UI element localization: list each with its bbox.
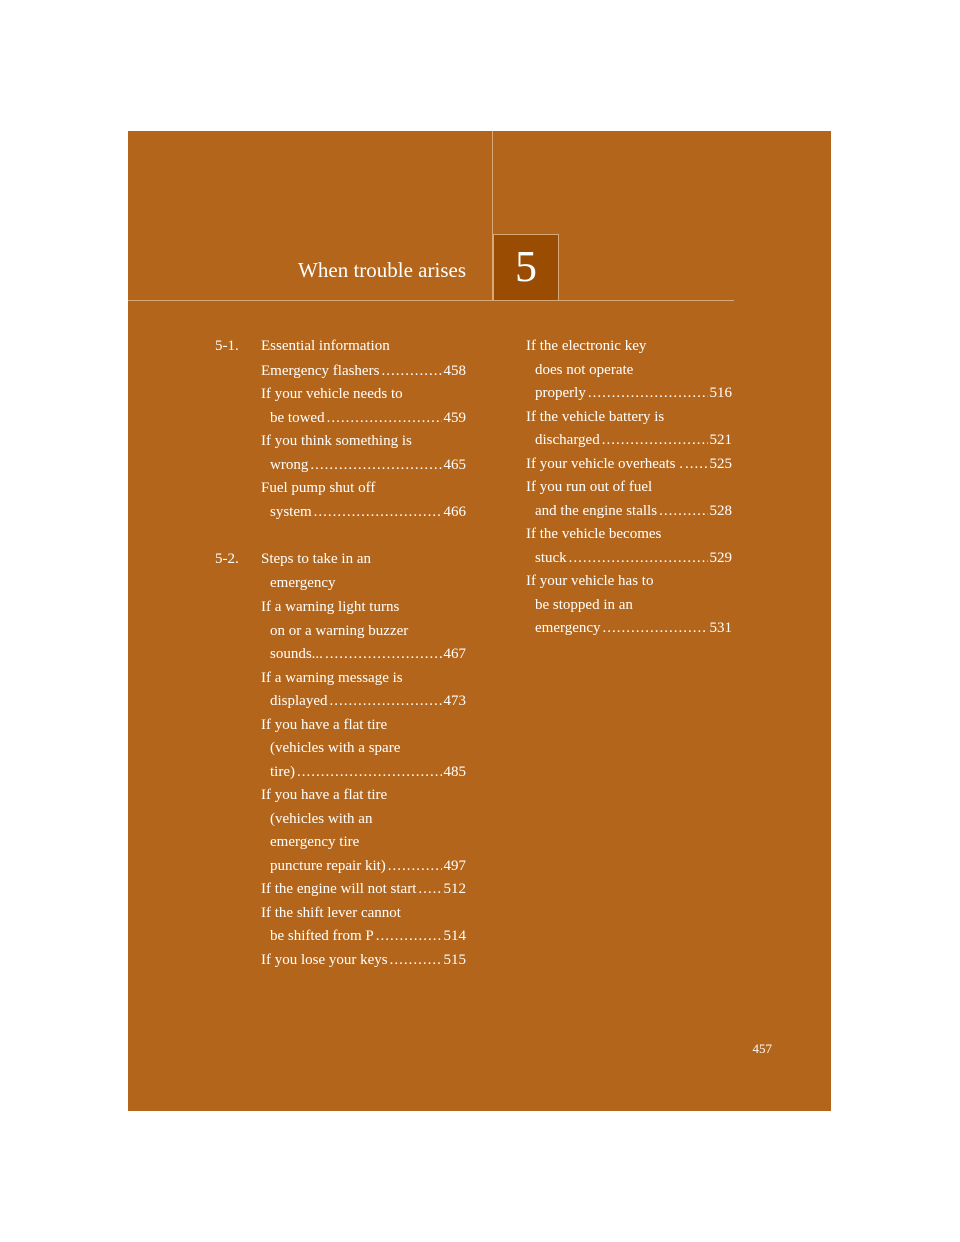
toc-page-ref: 529 [709,549,732,566]
toc-entry-line: and the engine stalls [535,502,658,519]
toc-page-ref: 467 [443,646,466,662]
toc-page-ref: 458 [443,362,466,379]
toc-entry-row [526,429,732,453]
toc-entry[interactable] [261,667,466,714]
toc-entry-line: does not operate [535,361,634,378]
toc-right-column [526,335,732,641]
toc-page-ref: 512 [443,881,466,897]
toc-entry-line: puncture repair kit) [270,857,386,874]
toc-entry-line: If the vehicle becomes [526,526,662,542]
dot-leader [308,454,441,478]
toc-entry[interactable] [526,570,732,641]
dot-leader [416,878,441,902]
dot-leader [600,429,708,453]
toc-entry-line: discharged [535,432,600,448]
dot-leader [586,382,708,406]
toc-entry-line: If your vehicle overheats . [526,455,684,472]
toc-page-ref: 521 [709,432,732,448]
toc-entry-line: on or a warning buzzer [270,622,409,639]
toc-entry-line: Fuel pump shut off [261,480,376,496]
toc-entry-row [261,690,466,714]
toc-entry-line: be towed [270,409,325,426]
toc-page-ref: 473 [443,693,466,709]
dot-leader [657,500,707,524]
section-number: 5-2. [215,551,239,567]
toc-entry-row [261,360,466,384]
toc-entry-line: be stopped in an [535,596,633,613]
dot-leader [323,643,442,667]
toc-entry-line: If a warning light turns [261,599,400,615]
toc-entry-line: If the electronic key [526,338,647,354]
dot-leader [312,501,442,525]
toc-entry-line: If your vehicle has to [526,573,654,589]
toc-page-ref: 531 [709,620,732,636]
toc-entry[interactable] [261,784,466,878]
toc-entry-line: system [270,503,312,520]
toc-page-ref: 497 [443,857,466,874]
dot-leader [388,949,442,973]
dot-leader [379,360,441,384]
toc-entry[interactable] [261,383,466,430]
toc-entry-row [261,878,466,902]
toc-entry[interactable] [526,523,732,570]
section-entries [261,596,466,972]
toc-entry[interactable] [261,878,466,902]
toc-entry-line: Emergency flashers [261,362,380,379]
dot-leader [683,453,707,477]
toc-entry-row [261,949,466,973]
toc-page-ref: 516 [709,385,732,401]
dot-leader [386,855,442,879]
dot-leader [295,761,442,785]
chapter-number: 5 [515,242,537,291]
section-title-line: Steps to take in an [261,551,371,567]
toc-entry-row [526,382,732,406]
section-entries [261,360,466,525]
toc-entry-row [261,454,466,478]
dot-leader [325,407,442,431]
section-title [261,335,466,359]
toc-entry[interactable] [526,406,732,453]
toc-entry[interactable] [526,335,732,406]
toc-entry-line: tire) [270,763,295,780]
toc-entry[interactable] [261,714,466,785]
toc-entry-row [526,617,732,641]
toc-entry[interactable] [261,902,466,949]
dot-leader [374,925,442,949]
toc-page-ref: 514 [443,928,466,944]
toc-page-ref: 525 [709,455,732,472]
toc-entry-row [526,453,732,477]
toc-entry-line: If you run out of fuel [526,479,653,495]
toc-entry-line: displayed [270,693,328,709]
toc-entry[interactable] [526,453,732,477]
toc-page-ref: 465 [443,456,466,473]
toc-entry-line: wrong [270,456,309,473]
chapter-number-tab [493,234,559,300]
section-title-line: emergency [270,574,336,591]
toc-entry-row [526,500,732,524]
toc-page-ref: 515 [443,951,466,968]
toc-entry-line: properly [535,385,586,401]
toc-entry-line: If your vehicle needs to [261,386,403,402]
toc-entry[interactable] [261,360,466,384]
toc-entry-line: (vehicles with an [270,810,373,827]
dot-leader [567,547,708,571]
toc-entry-row [261,407,466,431]
page-number: 457 [752,1041,772,1056]
toc-entry-line: emergency [535,620,601,636]
toc-entry-line: If the engine will not start [261,881,417,897]
toc-entry[interactable] [261,477,466,524]
toc-entry-line: If you think something is [261,433,412,449]
toc-page-ref: 528 [709,502,732,519]
section-number: 5-1. [215,338,239,354]
section-title-line: Essential information [261,338,390,354]
toc-entry[interactable] [261,430,466,477]
dot-leader [601,617,708,641]
toc-entry-row [261,501,466,525]
toc-entry[interactable] [526,476,732,523]
toc-entry-row [261,925,466,949]
toc-entry-row [261,761,466,785]
toc-entry-line: If the shift lever cannot [261,904,401,921]
toc-entry-line: If a warning message is [261,669,403,686]
toc-page-ref: 459 [443,409,466,426]
toc-entry-line: If the vehicle battery is [526,408,665,425]
toc-entry-line: If you have a flat tire [261,787,388,803]
section-title [261,548,466,595]
toc-section [215,548,466,972]
toc-entry-row [261,643,466,667]
toc-left-column [215,335,466,972]
toc-entry-line: emergency tire [270,834,360,850]
section-gap [215,524,466,548]
toc-entry-row [261,855,466,879]
toc-entry-line: stuck [535,549,567,566]
chapter-title: When trouble arises [298,258,466,282]
toc-entry-line: sounds... [270,646,323,662]
header-horizontal-rule [128,300,734,301]
toc-page-ref: 485 [443,763,466,780]
toc-entry[interactable] [261,949,466,973]
toc-entry-line: If you lose your keys [261,951,388,968]
dot-leader [328,690,442,714]
toc-entry-line: be shifted from P [270,928,374,944]
toc-entry[interactable] [261,596,466,667]
toc-entry-line: If you have a flat tire [261,716,388,733]
toc-entry-line: (vehicles with a spare [270,740,401,756]
toc-entry-row [526,547,732,571]
toc-page-ref: 466 [443,503,466,520]
toc-section [215,335,466,524]
